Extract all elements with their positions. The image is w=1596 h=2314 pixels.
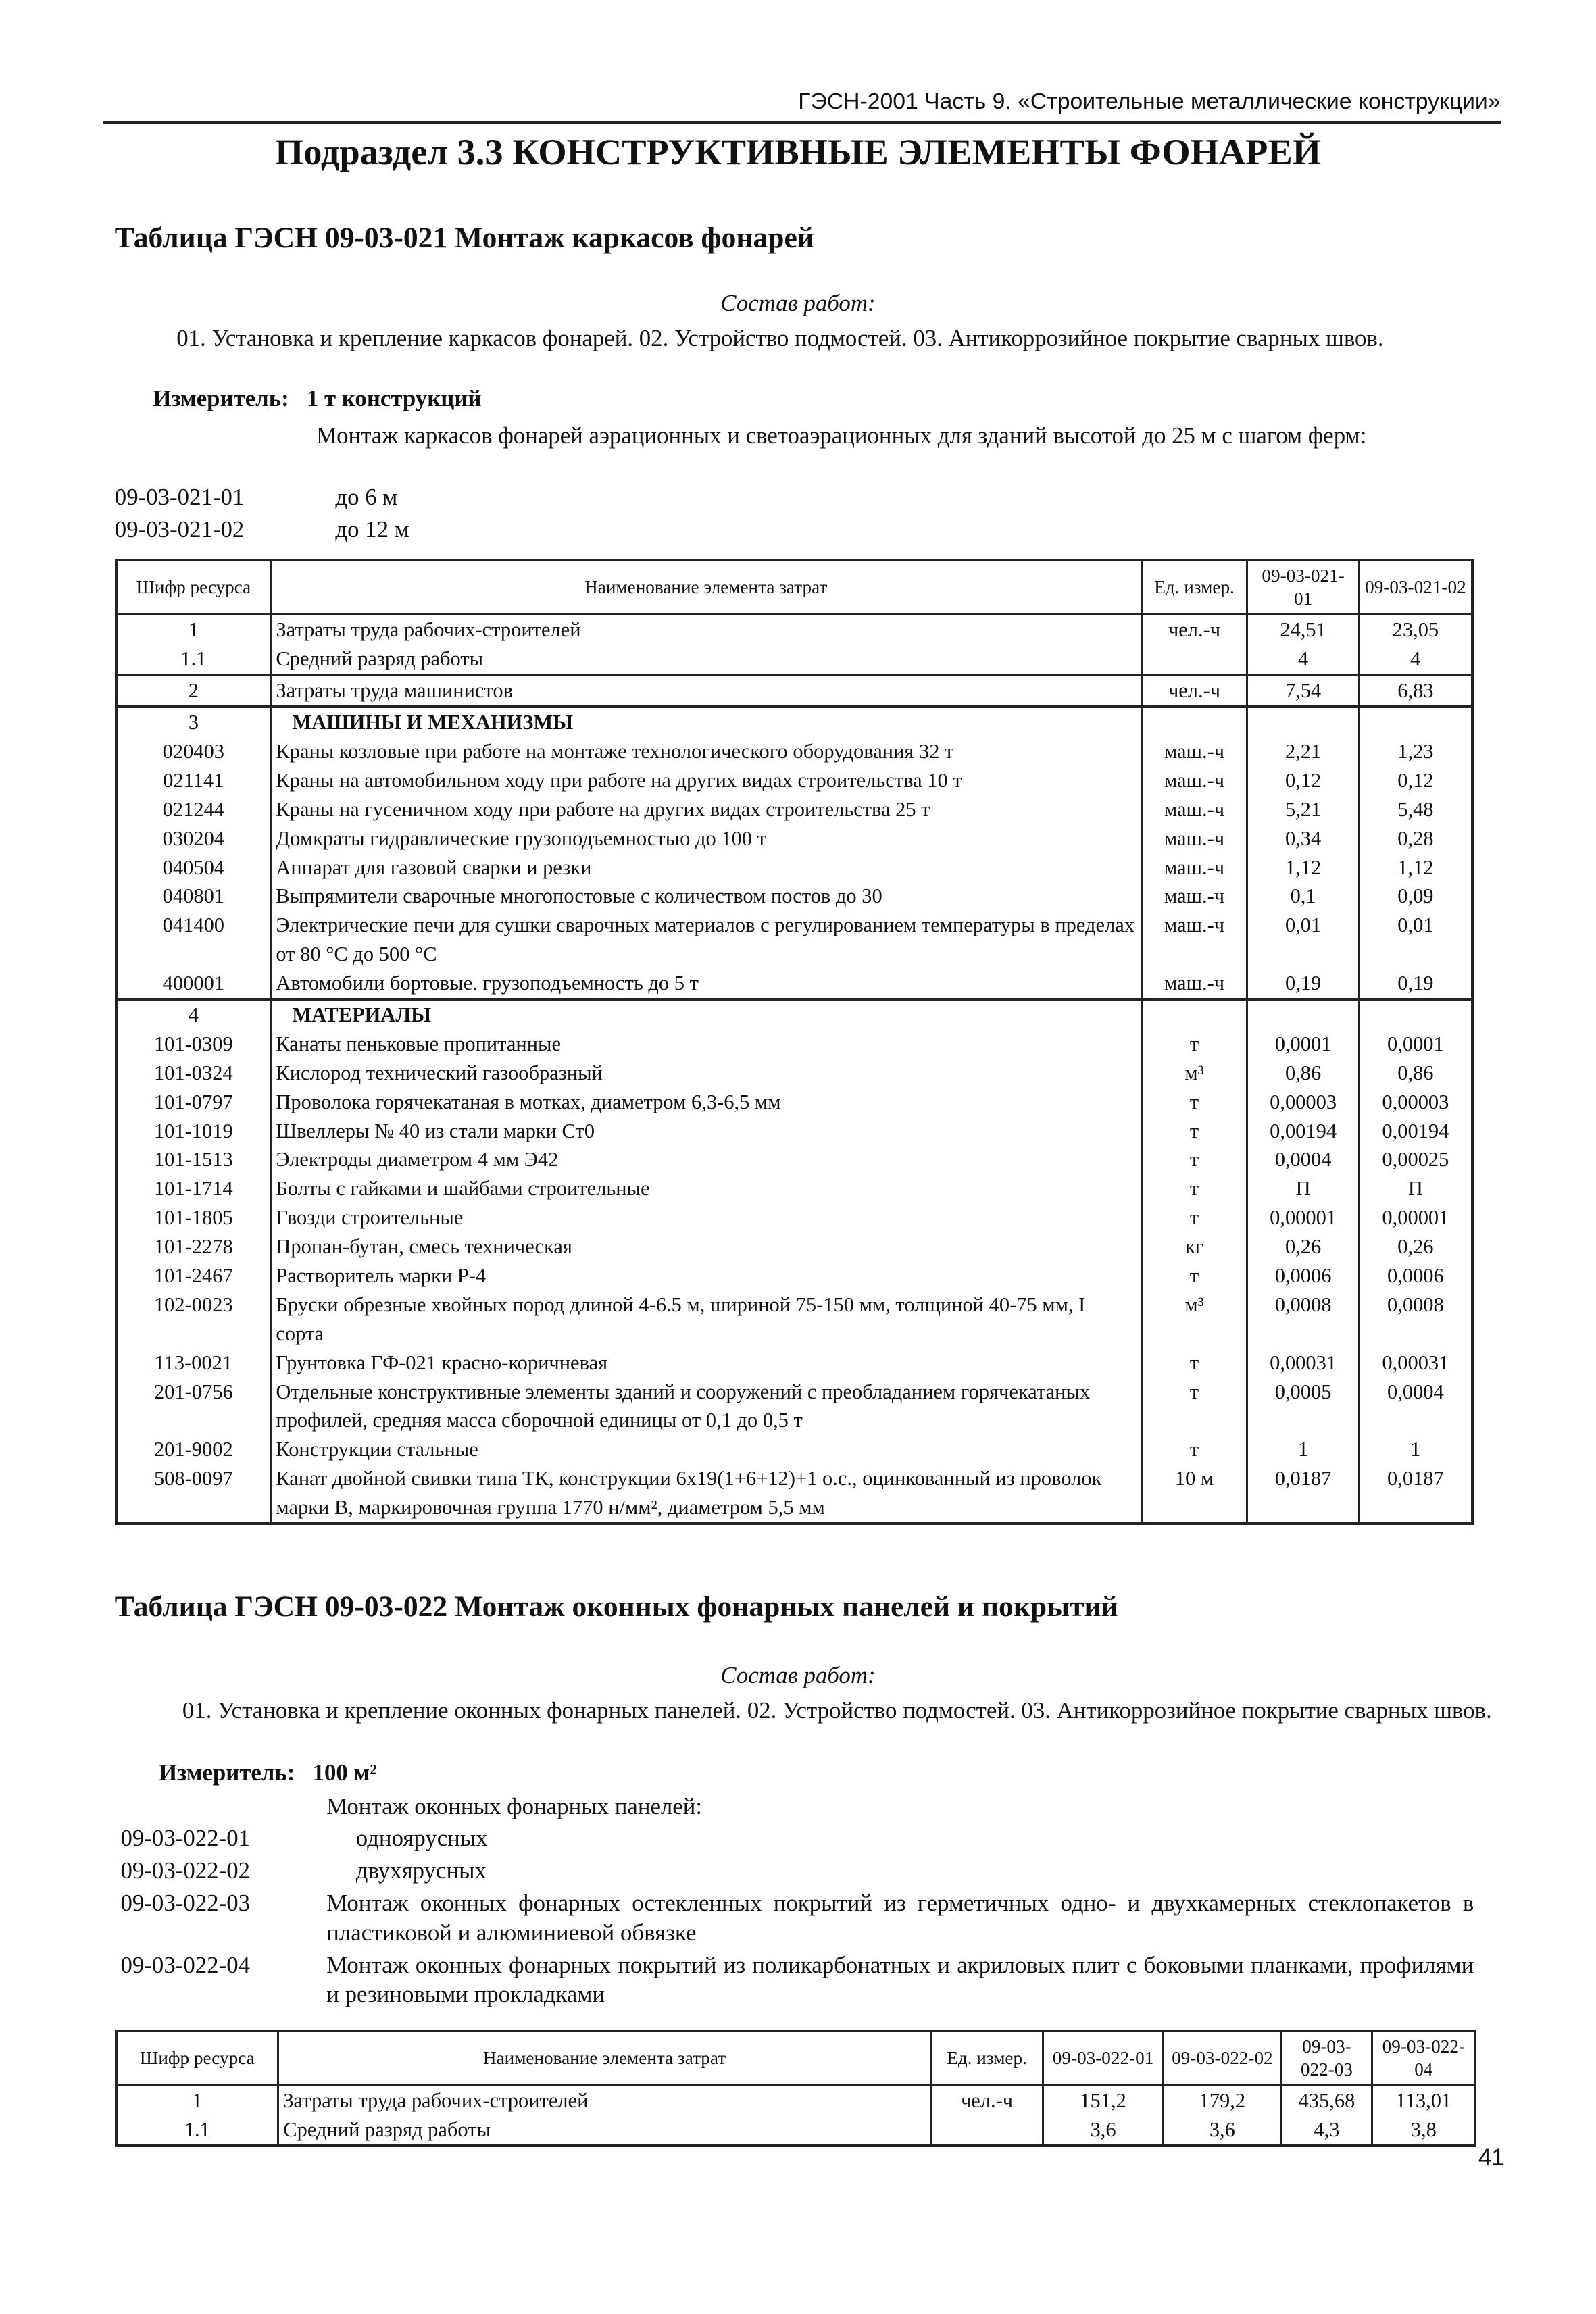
unit: 10 м — [1141, 1464, 1247, 1524]
unit: т — [1141, 1117, 1247, 1146]
norm-value: 0,00194 — [1247, 1117, 1359, 1146]
table-row — [116, 824, 1472, 853]
norm-value: 0,00003 — [1247, 1088, 1359, 1117]
unit: маш.-ч — [1141, 911, 1247, 969]
running-header: ГЭСН-2001 Часть 9. «Строительные металлические конструкции» — [798, 88, 1501, 114]
resource-code: 1 — [116, 2085, 278, 2115]
resource-code: 201-0756 — [116, 1378, 271, 1436]
table-row — [116, 1435, 1472, 1464]
code-description: до 6 м — [335, 484, 398, 511]
cost-element-name: Домкраты гидравлические грузоподъемностью до 100 т — [270, 824, 1141, 853]
unit: маш.-ч — [1141, 853, 1247, 882]
resource-code: 113-0021 — [116, 1349, 271, 1378]
norm-value: 0,00031 — [1247, 1349, 1359, 1378]
table-row — [116, 1059, 1472, 1088]
norm-value: 1,12 — [1247, 853, 1359, 882]
resource-code: 041400 — [116, 911, 271, 969]
table2-intro: Монтаж оконных фонарных панелей: — [326, 1792, 703, 1819]
norm-value: П — [1359, 1174, 1472, 1203]
cost-element-name: Пропан-бутан, смесь техническая — [270, 1232, 1141, 1261]
code-description: одноярусных — [355, 1825, 488, 1852]
resource-code: 101-2467 — [116, 1261, 271, 1290]
column-header: 09-03-021-02 — [1359, 560, 1472, 614]
norm-value: 0,0005 — [1247, 1378, 1359, 1436]
norm-value: 0,28 — [1359, 824, 1472, 853]
resource-code: 101-0797 — [116, 1088, 271, 1117]
norm-value: 5,21 — [1247, 795, 1359, 824]
norm-value: 0,12 — [1247, 766, 1359, 795]
norm-value — [1247, 707, 1359, 737]
norm-value: 24,51 — [1247, 614, 1359, 645]
resource-code: 2 — [116, 675, 271, 707]
norm-value: 0,86 — [1359, 1059, 1472, 1088]
norm-value: 1 — [1359, 1435, 1472, 1464]
cost-element-name: Затраты труда рабочих-строителей — [278, 2085, 931, 2115]
norm-value: 0,0006 — [1247, 1261, 1359, 1290]
resource-code: 101-0309 — [116, 1030, 271, 1059]
norm-value: 0,0006 — [1359, 1261, 1472, 1290]
norm-value: 0,00001 — [1247, 1203, 1359, 1232]
column-header: Наименование элемента затрат — [270, 560, 1141, 614]
unit: м³ — [1141, 1059, 1247, 1088]
norm-value: 2,21 — [1247, 737, 1359, 766]
unit: т — [1141, 1378, 1247, 1436]
cost-element-name: Проволока горячекатаная в мотках, диаметром 6,3-6,5 мм — [270, 1088, 1141, 1117]
unit: т — [1141, 1203, 1247, 1232]
table1 — [115, 559, 1474, 1525]
norm-value: 0,00025 — [1359, 1145, 1472, 1174]
table2-work-text: 01. Установка и крепление оконных фонарных панелей. 02. Устройство подмостей. 03. Антикоррозийное покрытие сварных швов. — [182, 1697, 1492, 1724]
unit: чел.-ч — [931, 2085, 1043, 2115]
norm-value: 7,54 — [1247, 675, 1359, 707]
unit: чел.-ч — [1141, 675, 1247, 707]
code-id: 09-03-022-04 — [120, 1951, 251, 1978]
norm-value: 0,0001 — [1247, 1030, 1359, 1059]
unit: т — [1141, 1088, 1247, 1117]
code-line — [121, 1823, 1474, 1853]
table-row — [116, 1088, 1472, 1117]
column-header: Наименование элемента затрат — [278, 2031, 931, 2085]
norm-value: 0,19 — [1359, 969, 1472, 999]
table-row — [116, 645, 1472, 675]
norm-value: 23,05 — [1359, 614, 1472, 645]
table-row — [116, 1174, 1472, 1203]
norm-value: 4,3 — [1281, 2115, 1372, 2146]
cost-element-name: Грунтовка ГФ-021 красно-коричневая — [270, 1349, 1141, 1378]
table-row — [116, 2115, 1475, 2146]
cost-element-name: Болты с гайками и шайбами строительные — [270, 1174, 1141, 1203]
table-row — [116, 675, 1472, 707]
table-row — [116, 766, 1472, 795]
norm-value: 4 — [1247, 645, 1359, 675]
resource-code: 021244 — [116, 795, 271, 824]
unit: т — [1141, 1145, 1247, 1174]
norm-value: 3,6 — [1164, 2115, 1281, 2146]
cost-element-name: Кислород технический газообразный — [270, 1059, 1141, 1088]
cost-element-name: Бруски обрезные хвойных пород длиной 4-6.5 м, шириной 75-150 мм, толщиной 40-75 мм, I сорта — [270, 1290, 1141, 1349]
norm-value — [1359, 999, 1472, 1030]
table1-intro: Монтаж каркасов фонарей аэрационных и светоаэрационных для зданий высотой до 25 м с шагом ферм: — [316, 422, 1367, 449]
norm-value: 0,26 — [1247, 1232, 1359, 1261]
table2-meter — [159, 1759, 377, 1786]
norm-value — [1359, 707, 1472, 737]
norm-value: 0,0004 — [1359, 1378, 1472, 1436]
norm-value: 3,8 — [1372, 2115, 1475, 2146]
code-id: 09-03-021-01 — [114, 484, 245, 511]
table-row — [116, 882, 1472, 911]
cost-element-name: МАШИНЫ И МЕХАНИЗМЫ — [270, 707, 1141, 737]
cost-element-name: Канаты пеньковые пропитанные — [270, 1030, 1141, 1059]
norm-value — [1247, 999, 1359, 1030]
column-header: 09-03-022-03 — [1281, 2031, 1372, 2085]
cost-element-name: Краны на гусеничном ходу при работе на других видах строительства 25 т — [270, 795, 1141, 824]
code-id: 09-03-022-03 — [120, 1890, 251, 1917]
resource-code: 101-0324 — [116, 1059, 271, 1088]
norm-value: 113,01 — [1372, 2085, 1475, 2115]
table-row — [116, 1203, 1472, 1232]
page-number: 41 — [1478, 2144, 1505, 2171]
table2-codes — [121, 1823, 1474, 2012]
norm-value: 151,2 — [1043, 2085, 1164, 2115]
cost-element-name: Затраты труда машинистов — [270, 675, 1141, 707]
norm-value: 0,0187 — [1247, 1464, 1359, 1524]
resource-code: 040801 — [116, 882, 271, 911]
unit: маш.-ч — [1141, 737, 1247, 766]
norm-value: 0,0004 — [1247, 1145, 1359, 1174]
table-row — [116, 1378, 1472, 1436]
cost-element-name: Средний разряд работы — [270, 645, 1141, 675]
column-header: Ед. измер. — [931, 2031, 1043, 2085]
norm-value: 0,00194 — [1359, 1117, 1472, 1146]
table-row — [116, 1145, 1472, 1174]
code-description: Монтаж оконных фонарных остекленных покрытий из герметичных одно- и двухкамерных стеклопакетов в пластиковой и алюминиевой обвязке — [326, 1890, 1474, 1946]
code-line — [121, 1951, 1474, 2009]
unit: маш.-ч — [1141, 882, 1247, 911]
cost-element-name: Растворитель марки Р-4 — [270, 1261, 1141, 1290]
resource-code: 021141 — [116, 766, 271, 795]
resource-code: 3 — [116, 707, 271, 737]
table-row — [116, 737, 1472, 766]
table-row — [116, 1117, 1472, 1146]
unit: т — [1141, 1174, 1247, 1203]
norm-value: 0,19 — [1247, 969, 1359, 999]
cost-element-name: Аппарат для газовой сварки и резки — [270, 853, 1141, 882]
norm-value: 1 — [1247, 1435, 1359, 1464]
resource-code: 1.1 — [116, 645, 271, 675]
norm-value: 1,12 — [1359, 853, 1472, 882]
norm-value: 0,1 — [1247, 882, 1359, 911]
unit: м³ — [1141, 1290, 1247, 1349]
resource-code: 400001 — [116, 969, 271, 999]
table-row — [116, 911, 1472, 969]
code-id: 09-03-021-02 — [114, 515, 245, 543]
cost-element-name: Затраты труда рабочих-строителей — [270, 614, 1141, 645]
section-title: Подраздел 3.3 КОНСТРУКТИВНЫЕ ЭЛЕМЕНТЫ ФОНАРЕЙ — [274, 131, 1322, 172]
unit — [931, 2115, 1043, 2146]
norm-value: 0,01 — [1359, 911, 1472, 969]
cost-element-name: МАТЕРИАЛЫ — [270, 999, 1141, 1030]
unit: т — [1141, 1435, 1247, 1464]
unit — [1141, 707, 1247, 737]
unit — [1141, 999, 1247, 1030]
norm-value: 0,0008 — [1359, 1290, 1472, 1349]
meter-label: Измеритель: — [153, 385, 289, 412]
resource-code: 201-9002 — [116, 1435, 271, 1464]
table-row — [116, 1261, 1472, 1290]
unit: т — [1141, 1030, 1247, 1059]
cost-element-name: Выпрямители сварочные многопостовые с количеством постов до 30 — [270, 882, 1141, 911]
resource-code: 101-1019 — [116, 1117, 271, 1146]
norm-value: 0,34 — [1247, 824, 1359, 853]
table-header-row — [116, 560, 1472, 614]
norm-value: 0,0001 — [1359, 1030, 1472, 1059]
code-line — [115, 515, 1501, 545]
column-header: 09-03-021-01 — [1247, 560, 1359, 614]
unit: т — [1141, 1349, 1247, 1378]
code-line — [121, 1856, 1474, 1886]
table-row — [116, 1232, 1472, 1261]
cost-element-name: Краны козловые при работе на монтаже технологического оборудования 32 т — [270, 737, 1141, 766]
norm-value: 0,12 — [1359, 766, 1472, 795]
table2-title: Таблица ГЭСН 09-03-022 Монтаж оконных фонарных панелей и покрытий — [114, 1590, 1118, 1624]
code-description: до 12 м — [335, 515, 409, 543]
meter-label: Измеритель: — [159, 1759, 295, 1786]
table2-work-label: Состав работ: — [720, 1662, 876, 1688]
table1-title: Таблица ГЭСН 09-03-021 Монтаж каркасов фонарей — [114, 221, 814, 254]
resource-code: 1 — [116, 614, 271, 645]
column-header: 09-03-022-01 — [1043, 2031, 1164, 2085]
resource-code: 1.1 — [116, 2115, 278, 2146]
table1-codes — [115, 482, 1501, 547]
table-row — [116, 795, 1472, 824]
table2 — [115, 2030, 1476, 2147]
norm-value: 0,86 — [1247, 1059, 1359, 1088]
norm-value: 435,68 — [1281, 2085, 1372, 2115]
resource-code: 102-0023 — [116, 1290, 271, 1349]
norm-value: 179,2 — [1164, 2085, 1281, 2115]
column-header: 09-03-022-02 — [1164, 2031, 1281, 2085]
norm-value: 0,09 — [1359, 882, 1472, 911]
unit: кг — [1141, 1232, 1247, 1261]
norm-value: 0,0187 — [1359, 1464, 1472, 1524]
code-id: 09-03-022-01 — [120, 1825, 251, 1852]
column-header: Ед. измер. — [1141, 560, 1247, 614]
unit: т — [1141, 1261, 1247, 1290]
table-row — [116, 1290, 1472, 1349]
cost-element-name: Автомобили бортовые. грузоподъемность до 5 т — [270, 969, 1141, 999]
norm-value: 0,00001 — [1359, 1203, 1472, 1232]
resource-code: 101-1805 — [116, 1203, 271, 1232]
code-line — [121, 1888, 1474, 1947]
table1-work-text: 01. Установка и крепление каркасов фонарей. 02. Устройство подмостей. 03. Антикоррозийное покрытие сварных швов. — [176, 324, 1384, 351]
meter-value: 100 м² — [312, 1759, 377, 1786]
table-row — [116, 969, 1472, 999]
norm-value: 0,00031 — [1359, 1349, 1472, 1378]
table-row — [116, 707, 1472, 737]
norm-value: 3,6 — [1043, 2115, 1164, 2146]
table-row — [116, 999, 1472, 1030]
unit: маш.-ч — [1141, 824, 1247, 853]
cost-element-name: Гвозди строительные — [270, 1203, 1141, 1232]
unit — [1141, 645, 1247, 675]
unit: чел.-ч — [1141, 614, 1247, 645]
unit: маш.-ч — [1141, 766, 1247, 795]
code-description: двухярусных — [355, 1857, 487, 1884]
resource-code: 101-2278 — [116, 1232, 271, 1261]
resource-code: 030204 — [116, 824, 271, 853]
column-header: 09-03-022-04 — [1372, 2031, 1475, 2085]
cost-element-name: Канат двойной свивки типа ТК, конструкции 6х19(1+6+12)+1 о.с., оцинкованный из проволок марки В, маркировочная группа 1770 н/мм², диаметром 5,5 мм — [270, 1464, 1141, 1524]
cost-element-name: Отдельные конструктивные элементы зданий и сооружений с преобладанием горячекатаных профилей, средняя масса сборочной единицы от 0,1 до 0,5 т — [270, 1378, 1141, 1436]
norm-value: 1,23 — [1359, 737, 1472, 766]
table-row — [116, 1464, 1472, 1524]
table-row — [116, 1030, 1472, 1059]
cost-element-name: Конструкции стальные — [270, 1435, 1141, 1464]
table-row — [116, 1349, 1472, 1378]
norm-value: 4 — [1359, 645, 1472, 675]
table1-meter — [153, 385, 481, 412]
cost-element-name: Электрические печи для сушки сварочных материалов с регулированием температуры в пределах от 80 °С до 500 °С — [270, 911, 1141, 969]
cost-element-name: Краны на автомобильном ходу при работе на других видах строительства 10 т — [270, 766, 1141, 795]
norm-value: 0,00003 — [1359, 1088, 1472, 1117]
norm-value: 6,83 — [1359, 675, 1472, 707]
resource-code: 4 — [116, 999, 271, 1030]
resource-code: 508-0097 — [116, 1464, 271, 1524]
cost-element-name: Электроды диаметром 4 мм Э42 — [270, 1145, 1141, 1174]
unit: маш.-ч — [1141, 969, 1247, 999]
resource-code: 040504 — [116, 853, 271, 882]
cost-element-name: Средний разряд работы — [278, 2115, 931, 2146]
norm-value: 0,0008 — [1247, 1290, 1359, 1349]
norm-value: П — [1247, 1174, 1359, 1203]
column-header: Шифр ресурса — [116, 2031, 278, 2085]
code-description: Монтаж оконных фонарных покрытий из поликарбонатных и акриловых плит с боковыми планками, профилями и резиновыми прокладками — [326, 1951, 1474, 2008]
table-row — [116, 2085, 1475, 2115]
column-header: Шифр ресурса — [116, 560, 271, 614]
resource-code: 101-1513 — [116, 1145, 271, 1174]
code-id: 09-03-022-02 — [120, 1857, 251, 1884]
unit: маш.-ч — [1141, 795, 1247, 824]
norm-value: 5,48 — [1359, 795, 1472, 824]
code-line — [115, 482, 1501, 512]
table1-work-label: Состав работ: — [720, 289, 876, 316]
meter-value: 1 т конструкций — [306, 385, 482, 412]
table-header-row — [116, 2031, 1475, 2085]
table-row — [116, 614, 1472, 645]
header-divider — [103, 121, 1500, 124]
resource-code: 101-1714 — [116, 1174, 271, 1203]
norm-value: 0,26 — [1359, 1232, 1472, 1261]
cost-element-name: Швеллеры № 40 из стали марки Ст0 — [270, 1117, 1141, 1146]
table-row — [116, 853, 1472, 882]
norm-value: 0,01 — [1247, 911, 1359, 969]
resource-code: 020403 — [116, 737, 271, 766]
